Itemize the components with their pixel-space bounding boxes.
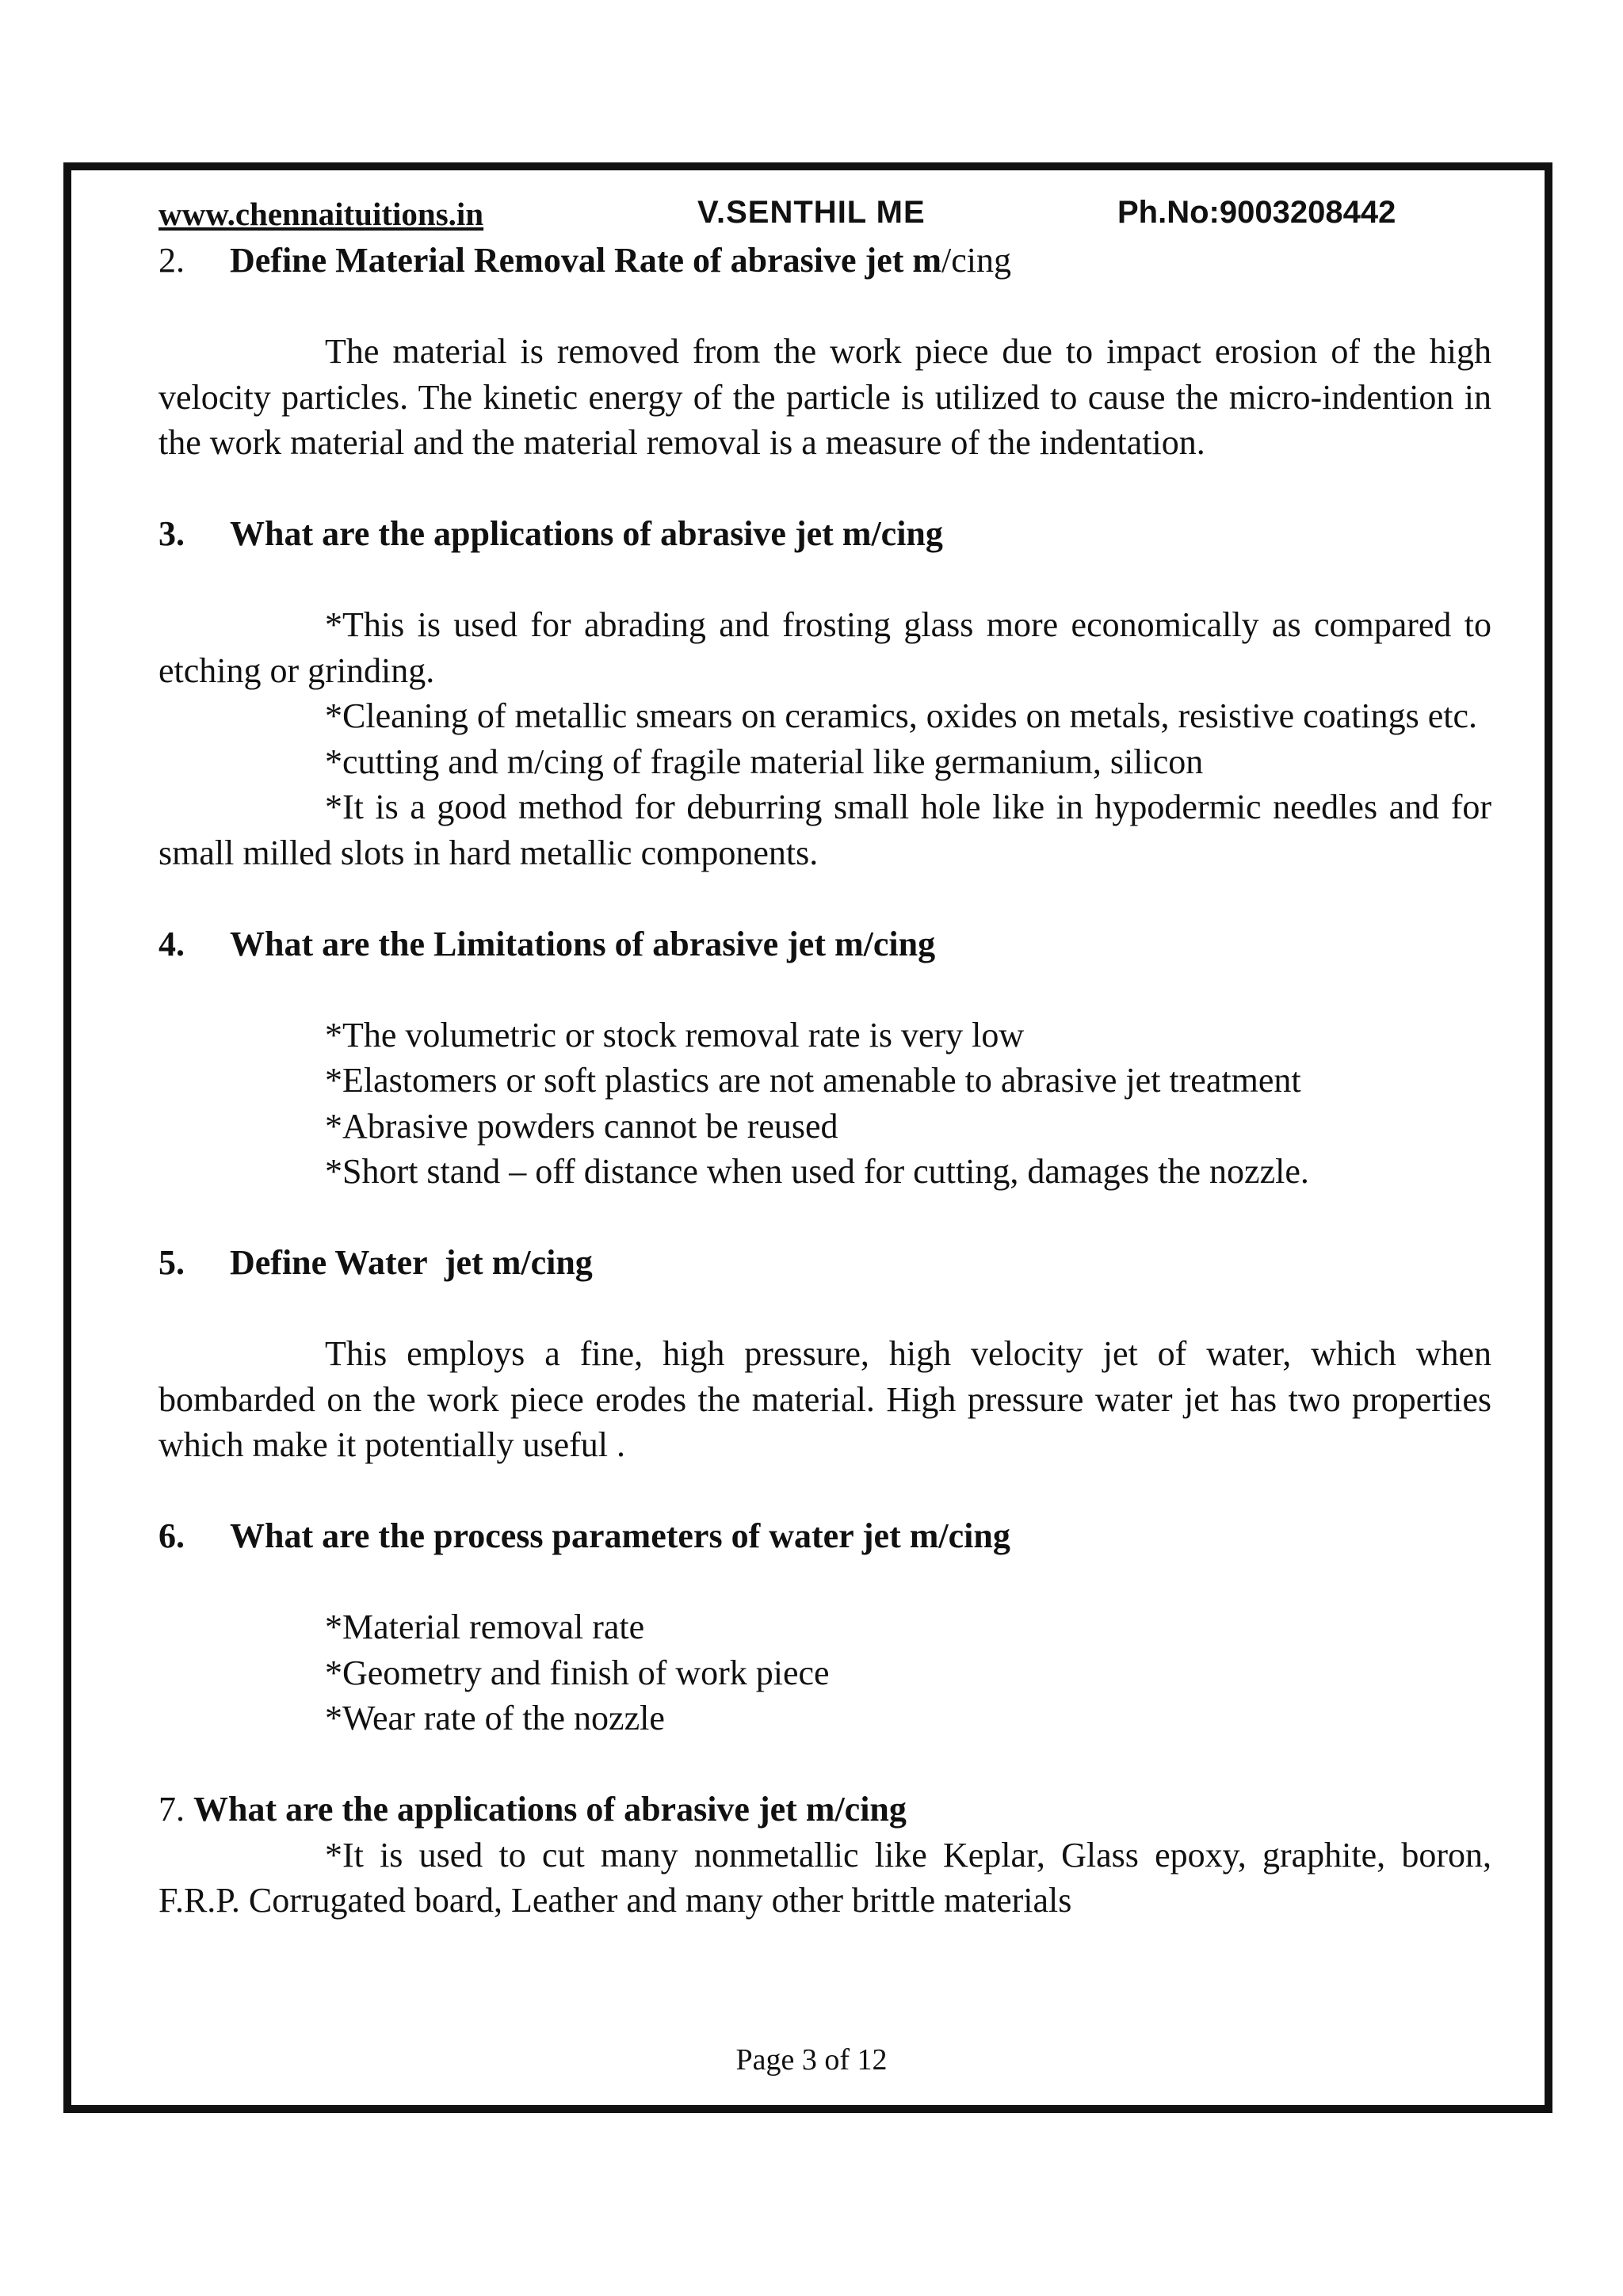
- list-item: *Elastomers or soft plastics are not amenable to abrasive jet treatment: [325, 1061, 1301, 1100]
- list-item: *Short stand – off distance when used for cutting, damages the nozzle.: [325, 1152, 1309, 1191]
- list-item: *cutting and m/cing of fragile material like germanium, silicon: [325, 742, 1204, 781]
- question-number: 2.: [158, 241, 185, 280]
- question-title: What are the applications of abrasive jet m/cing: [230, 514, 943, 553]
- answer-paragraph: This employs a fine, high pressure, high velocity jet of water, which when bombarded on the work piece erodes the material. High pressure water jet has two properties which make it potentially useful .: [158, 1334, 1491, 1464]
- question-number: 3.: [158, 514, 185, 553]
- question-title-suffix: /cing: [941, 241, 1012, 280]
- header-author: V.SENTHIL ME: [697, 195, 926, 230]
- list-item: *It is a good method for deburring small hole like in hypodermic needles and for small milled slots in hard metallic components.: [158, 788, 1491, 872]
- question-5-heading: [158, 1240, 1491, 1286]
- question-2-heading: [158, 238, 1491, 284]
- answer-paragraph: The material is removed from the work piece due to impact erosion of the high velocity particles. The kinetic energy of the particle is utilized to cause the micro-indention in the work material and the material removal is a measure of the indentation.: [158, 332, 1491, 462]
- question-number: 4.: [158, 924, 185, 963]
- question-title: What are the Limitations of abrasive jet m/cing: [230, 924, 936, 963]
- list-item: *Geometry and finish of work piece: [325, 1653, 830, 1692]
- document-body: [158, 238, 1491, 1924]
- question-number: 7.: [158, 1790, 185, 1829]
- question-number: 5.: [158, 1243, 185, 1282]
- page-number: Page 3 of 12: [735, 2043, 888, 2077]
- question-title: What are the applications of abrasive jet m/cing: [193, 1790, 907, 1829]
- header-website: www.chennaituitions.in: [158, 196, 484, 232]
- list-item: *Wear rate of the nozzle: [325, 1699, 665, 1737]
- list-item: *Abrasive powders cannot be reused: [325, 1106, 838, 1146]
- question-title: Define Material Removal Rate of abrasive jet m: [230, 241, 942, 280]
- list-item: *Cleaning of metallic smears on ceramics, oxides on metals, resistive coatings etc.: [325, 696, 1478, 735]
- list-item: *This is used for abrading and frosting glass more economically as compared to etching or grinding.: [158, 605, 1491, 690]
- question-7-heading: [158, 1787, 1491, 1833]
- list-item: *The volumetric or stock removal rate is very low: [325, 1015, 1025, 1055]
- question-6-heading: [158, 1513, 1491, 1559]
- page-header: [158, 195, 1442, 242]
- question-title: What are the process parameters of water jet m/cing: [230, 1516, 1010, 1555]
- list-item: *Material removal rate: [325, 1608, 645, 1646]
- question-number: 6.: [158, 1516, 185, 1555]
- list-item: *It is used to cut many nonmetallic like Keplar, Glass epoxy, graphite, boron, F.R.P. Corrugated board, Leather and many other brittle materials: [158, 1835, 1491, 1920]
- header-phone: Ph.No:9003208442: [1117, 195, 1396, 230]
- question-3-heading: [158, 511, 1491, 557]
- question-title: Define Water jet m/cing: [230, 1243, 593, 1282]
- question-4-heading: [158, 921, 1491, 967]
